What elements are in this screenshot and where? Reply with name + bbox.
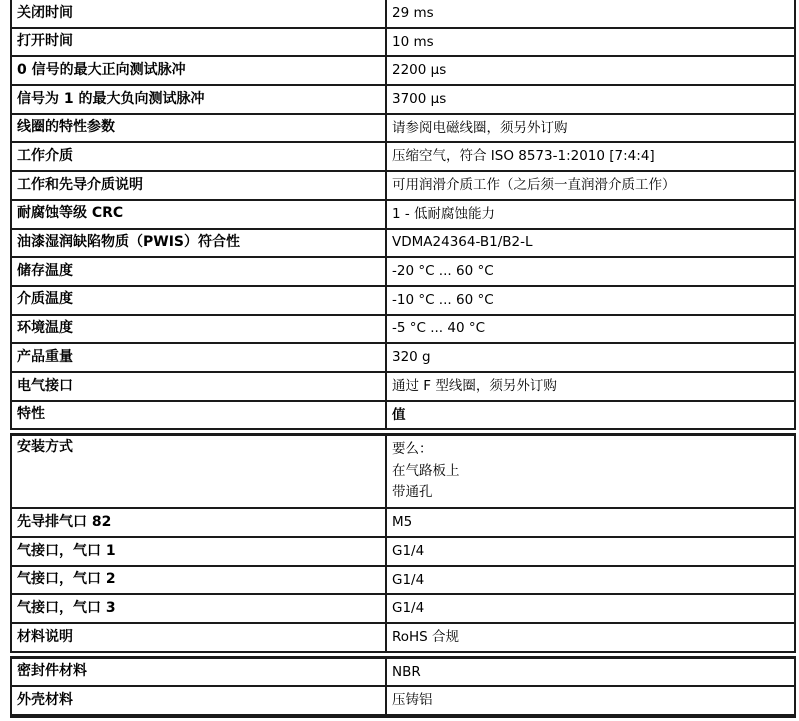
row-label: 介质温度 bbox=[11, 286, 386, 315]
table-row bbox=[11, 142, 795, 171]
row-label: 外壳材料 bbox=[11, 686, 386, 716]
row-label: 0 信号的最大正向测试脉冲 bbox=[11, 56, 386, 85]
row-label: 材料说明 bbox=[11, 623, 386, 652]
table-row bbox=[11, 343, 795, 372]
row-value: 320 g bbox=[386, 343, 795, 372]
table-row bbox=[11, 435, 795, 509]
row-label: 密封件材料 bbox=[11, 657, 386, 686]
row-label: 电气接口 bbox=[11, 372, 386, 401]
table-row bbox=[11, 114, 795, 143]
table-row bbox=[11, 0, 795, 28]
value-line: 带通孔 bbox=[392, 484, 433, 501]
row-label: 环境温度 bbox=[11, 315, 386, 344]
row-label: 油漆湿润缺陷物质（PWIS）符合性 bbox=[11, 229, 386, 258]
row-value: VDMA24364-B1/B2-L bbox=[386, 229, 795, 258]
row-label: 线圈的特性参数 bbox=[11, 114, 386, 143]
row-value: -10 °C ... 60 °C bbox=[386, 286, 795, 315]
row-label: 耐腐蚀等级 CRC bbox=[11, 200, 386, 229]
row-label: 特性 bbox=[11, 401, 386, 430]
row-value: M5 bbox=[386, 508, 795, 537]
row-label: 安装方式 bbox=[11, 435, 386, 509]
row-value: 1 - 低耐腐蚀能力 bbox=[386, 200, 795, 229]
table-row bbox=[11, 315, 795, 344]
table-row bbox=[11, 508, 795, 537]
row-label: 关闭时间 bbox=[11, 0, 386, 28]
table-row bbox=[11, 171, 795, 200]
value-line: 在气路板上 bbox=[392, 462, 460, 479]
row-value: G1/4 bbox=[386, 537, 795, 566]
spec-table-stack bbox=[10, 0, 780, 721]
row-value: 10 ms bbox=[386, 28, 795, 57]
table-row bbox=[11, 657, 795, 686]
row-value: 2200 µs bbox=[386, 56, 795, 85]
row-label: 产品重量 bbox=[11, 343, 386, 372]
table-row bbox=[11, 594, 795, 623]
table-row bbox=[11, 372, 795, 401]
row-label: 工作和先导介质说明 bbox=[11, 171, 386, 200]
row-value: 29 ms bbox=[386, 0, 795, 28]
row-label: 工作介质 bbox=[11, 142, 386, 171]
table-row bbox=[11, 686, 795, 716]
row-label: 信号为 1 的最大负向测试脉冲 bbox=[11, 85, 386, 114]
row-value: 请参阅电磁线圈，须另外订购 bbox=[386, 114, 795, 143]
row-label: 先导排气口 82 bbox=[11, 508, 386, 537]
row-label: 打开时间 bbox=[11, 28, 386, 57]
row-label: 储存温度 bbox=[11, 257, 386, 286]
row-label: 气接口，气口 3 bbox=[11, 594, 386, 623]
row-value: G1/4 bbox=[386, 594, 795, 623]
row-value: 值 bbox=[386, 401, 795, 430]
table-row bbox=[11, 257, 795, 286]
table-row bbox=[11, 85, 795, 114]
table-row bbox=[11, 28, 795, 57]
value-line: 要么： bbox=[392, 441, 433, 458]
table-row bbox=[11, 56, 795, 85]
row-value: -5 °C ... 40 °C bbox=[386, 315, 795, 344]
spec-table-materials bbox=[10, 656, 796, 718]
row-value: RoHS 合规 bbox=[386, 623, 795, 652]
row-value bbox=[386, 435, 795, 509]
spec-table-general-specs bbox=[10, 0, 796, 430]
table-row bbox=[11, 229, 795, 258]
table-row bbox=[11, 566, 795, 595]
table-row bbox=[11, 286, 795, 315]
row-value: 压缩空气，符合 ISO 8573-1:2010 [7:4:4] bbox=[386, 142, 795, 171]
table-row bbox=[11, 401, 795, 430]
row-label: 气接口，气口 2 bbox=[11, 566, 386, 595]
table-row bbox=[11, 623, 795, 652]
row-value: 通过 F 型线圈，须另外订购 bbox=[386, 372, 795, 401]
row-value: G1/4 bbox=[386, 566, 795, 595]
spec-table-mounting-and-ports bbox=[10, 433, 796, 652]
row-label: 气接口，气口 1 bbox=[11, 537, 386, 566]
row-value: 压铸铝 bbox=[386, 686, 795, 716]
row-value: 可用润滑介质工作（之后须一直润滑介质工作） bbox=[386, 171, 795, 200]
row-value: NBR bbox=[386, 657, 795, 686]
table-row bbox=[11, 537, 795, 566]
row-value: 3700 µs bbox=[386, 85, 795, 114]
table-row bbox=[11, 200, 795, 229]
row-value: -20 °C ... 60 °C bbox=[386, 257, 795, 286]
